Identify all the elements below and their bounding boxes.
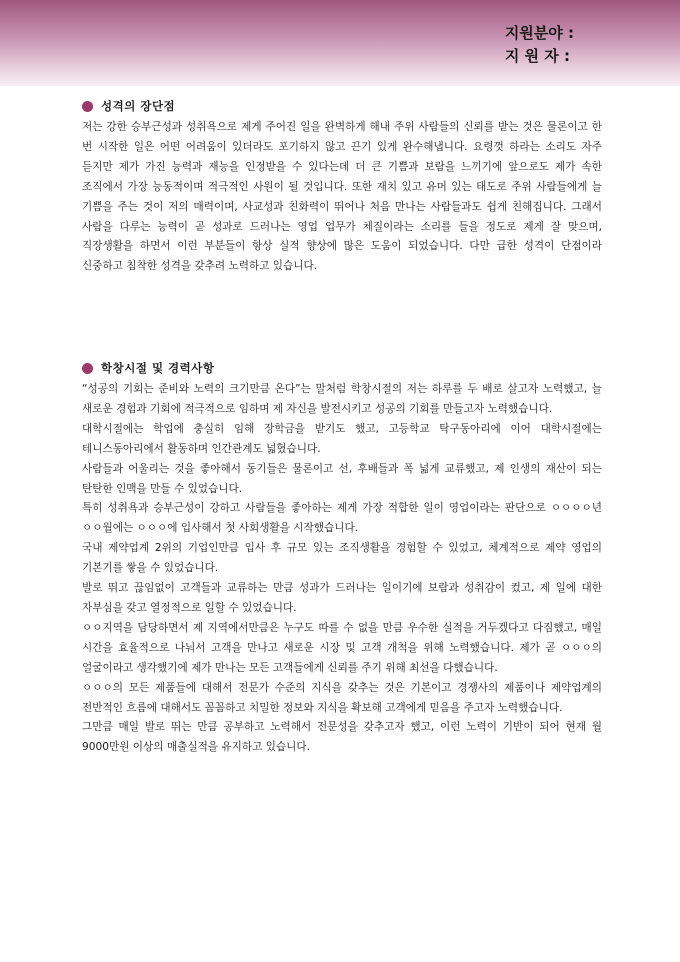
- section-title: 성격의 장단점: [101, 99, 176, 113]
- paragraph: 그만큼 매일 발로 뛰는 만큼 공부하고 노력해서 전문성을 갖추고자 했고, 이런 노력이 기반이 되어 현재 월 9000만원 이상의 매출실적을 유지하고 있습니다.: [82, 721, 602, 754]
- paragraph: 국내 제약업계 2위의 기업인만큼 입사 후 규모 있는 조직생활을 경험할 수 있었고, 체계적으로 제약 영업의 기본기를 쌓을 수 있었습니다.: [82, 542, 602, 575]
- paragraph: 대학시절에는 학업에 충실히 임해 장학금을 받기도 했고, 고등학교 탁구동아리에 이어 대학시절에는 테니스동아리에서 활동하며 인간관계도 넓혔습니다.: [82, 422, 602, 455]
- section-heading: [82, 357, 602, 379]
- paragraph: “성공의 기회는 준비와 노력의 크기만큼 온다”는 말처럼 학창시절의 저는 하루를 두 배로 살고자 노력했고, 늘 새로운 경험과 기회에 적극적으로 임하며 제 자신을 발전시키고 성공의 기회를 만들고자 노력했습니다.: [82, 383, 602, 415]
- applicant-label: 지 원 자 :: [504, 47, 570, 65]
- paragraph: 발로 뛰고 끊임없이 고객들과 교류하는 만큼 성과가 드러나는 일이기에 보람과 성취감이 컸고, 제 일에 대한 자부심을 갖고 열정적으로 일할 수 있었습니다.: [82, 582, 602, 614]
- field-area-label: 지원분야 :: [504, 24, 574, 42]
- header-banner: [0, 0, 680, 86]
- applicant-info: [505, 22, 574, 68]
- section-personality: [82, 95, 602, 277]
- section-heading: [82, 95, 602, 117]
- section-body: [82, 118, 602, 277]
- bullet-icon: [82, 101, 93, 112]
- bullet-icon: [82, 363, 93, 374]
- section-body: [82, 380, 602, 758]
- paragraph: ㅇㅇ지역을 담당하면서 제 지역에서만큼은 누구도 따를 수 없을 만큼 우수한 실적을 거두겠다고 다짐했고, 매일 시간을 효율적으로 나눠서 고객을 만나고 새로운 시장 및 고객 개척을 위해 노력했습니다. 제가 곧 ㅇㅇㅇ의 얼굴이라고 생각했기에 제가 만나는 모든 고객들에게 신뢰를 주기 위해 최선을 다했습니다.: [82, 621, 602, 674]
- paragraph: 저는 강한 승부근성과 성취욕으로 제게 주어진 일을 완벽하게 해내 주위 사람들의 신뢰를 받는 것은 물론이고 한 번 시작한 일은 어떤 어려움이 있더라도 포기하지 않고 끈기 있게 완수해냅니다. 요령껏 하라는 소리도 자주 듣지만 제가 가진 능력과 재능을 인정받을 수 있다는데 더 큰 기쁨과 보람을 느끼기에 앞으로도 제가 속한 조직에서 가장 능동적이며 적극적인 사원이 될 것입니다. 또한 재치 있고 유머 있는 태도로 주위 사람들에게 늘 기쁨을 주는 것이 저의 매력이며, 사교성과 친화력이 뛰어나 처음 만나는 사람들과도 쉽게 친해집니다. 그래서 사람을 다루는 능력이 곧 성과로 드러나는 영업 업무가 체질이라는 소리를 들을 정도로 제게 잘 맞으며, 직장생활을 하면서 이런 부분들이 항상 실적 향상에 많은 도움이 되었습니다. 다만 급한 성격이 단점이라 신중하고 침착한 성격을 갖추려 노력하고 있습니다.: [82, 121, 602, 273]
- paragraph: ㅇㅇㅇ의 모든 제품들에 대해서 전문가 수준의 지식을 갖추는 것은 기본이고 경쟁사의 제품이나 제약업계의 전반적인 흐름에 대해서도 꼼꼼하고 치밀한 정보와 지식을 확보해 고객에게 믿음을 주고자 노력했습니다.: [82, 681, 602, 714]
- section-education-career: [82, 357, 602, 758]
- paragraph: 특히 성취욕과 승부근성이 강하고 사람들을 좋아하는 제게 가장 적합한 일이 영업이라는 판단으로 ㅇㅇㅇㅇ년 ㅇㅇ월에는 ㅇㅇㅇ에 입사해서 첫 사회생활을 시작했습니다.: [82, 502, 602, 535]
- paragraph: 사람들과 어울리는 것을 좋아해서 동기들은 물론이고 선, 후배들과 폭 넓게 교류했고, 제 인생의 재산이 되는 탄탄한 인맥을 만들 수 있었습니다.: [82, 462, 602, 495]
- section-title: 학창시절 및 경력사항: [101, 361, 215, 375]
